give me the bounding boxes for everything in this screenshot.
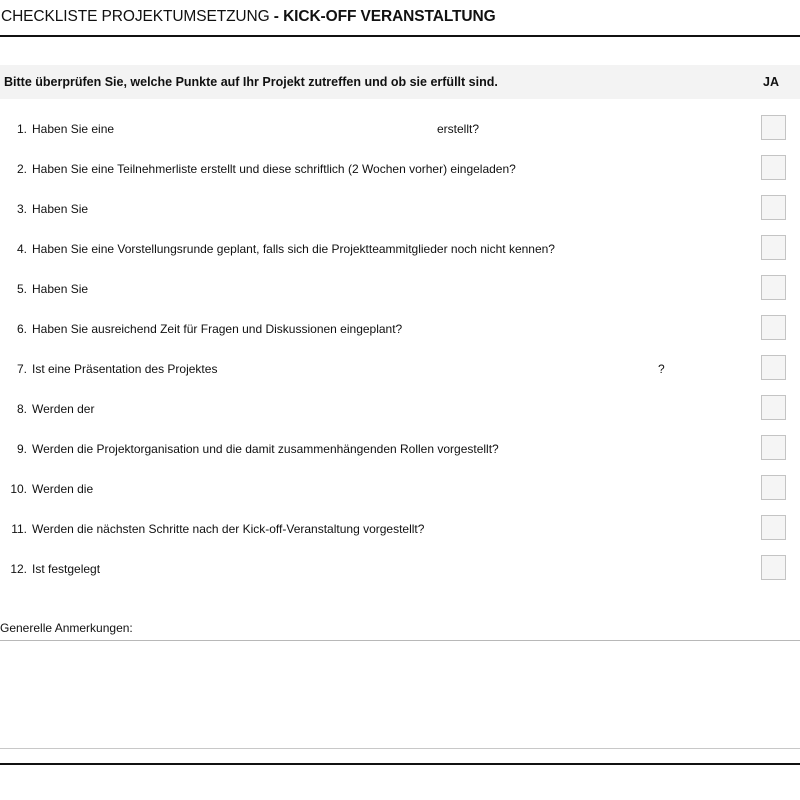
ja-checkbox[interactable] [761,395,786,420]
remarks-rule [0,640,800,641]
checklist-item-2 [0,149,800,189]
checklist-item-11 [0,509,800,549]
ja-checkbox[interactable] [761,555,786,580]
checklist-item-12 [0,549,800,589]
instruction-header [0,65,800,99]
item-number: 6. [16,322,27,336]
ja-checkbox[interactable] [761,115,786,140]
item-question: Haben Sie [32,282,89,296]
checklist-item-5 [0,269,800,309]
ja-checkbox[interactable] [761,515,786,540]
checklist-item-9 [0,429,800,469]
item-number: 11. [11,522,27,536]
ja-checkbox[interactable] [761,315,786,340]
title-main: CHECKLISTE PROJEKTUMSETZUNG [1,8,270,25]
ja-checkbox[interactable] [761,475,786,500]
item-question: Werden die Projektorganisation und die damit zusammenhängenden Rollen vorgestellt? [32,442,499,456]
checklist-item-8 [0,389,800,429]
instruction-text: Bitte überprüfen Sie, welche Punkte auf Ihr Projekt zutreffen und ob sie erfüllt sind. [4,75,498,89]
ja-checkbox[interactable] [761,195,786,220]
item-number: 3. [16,202,27,216]
ja-checkbox[interactable] [761,275,786,300]
item-number: 7. [16,362,27,376]
item-number: 1. [16,122,27,136]
item-number: 8. [16,402,27,416]
item-number: 10. [10,482,27,496]
item-question: Haben Sie eine Teilnehmerliste erstellt und diese schriftlich (2 Wochen vorher) eingeladen? [32,162,516,176]
checklist-item-6 [0,309,800,349]
item-question: Ist eine Präsentation des Projektes [32,362,218,376]
page-title [1,8,496,26]
checklist-item-7 [0,349,800,389]
item-question-end: ? [658,362,665,376]
item-question: Haben Sie eine Vorstellungsrunde geplant, falls sich die Projektteammitglieder noch nicht kennen? [32,242,555,256]
item-question: Haben Sie eine [32,122,115,136]
item-question: Haben Sie [32,202,89,216]
top-rule [0,35,800,37]
remarks-label: Generelle Anmerkungen: [0,621,133,635]
item-question: Werden der [32,402,95,416]
ja-checkbox[interactable] [761,235,786,260]
item-number: 5. [16,282,27,296]
checklist-item-4 [0,229,800,269]
ja-column-label: JA [763,75,779,89]
item-question-end: erstellt? [437,122,480,136]
item-question: Werden die [32,482,94,496]
item-question: Haben Sie ausreichend Zeit für Fragen und Diskussionen eingeplant? [32,322,403,336]
item-number: 2. [16,162,27,176]
ja-checkbox[interactable] [761,355,786,380]
item-question: Werden die nächsten Schritte nach der Kick-off-Veranstaltung vorgestellt? [32,522,425,536]
item-number: 4. [16,242,27,256]
item-number: 12. [10,562,27,576]
remarks-area-end-rule[interactable] [0,748,800,749]
item-question: Ist festgelegt [32,562,101,576]
checklist-item-10 [0,469,800,509]
bottom-rule [0,763,800,765]
checklist-item-3 [0,189,800,229]
ja-checkbox[interactable] [761,155,786,180]
checklist-item-1 [0,109,800,149]
checklist [0,109,800,589]
title-subtitle: - KICK-OFF VERANSTALTUNG [269,8,496,25]
ja-checkbox[interactable] [761,435,786,460]
item-number: 9. [16,442,27,456]
